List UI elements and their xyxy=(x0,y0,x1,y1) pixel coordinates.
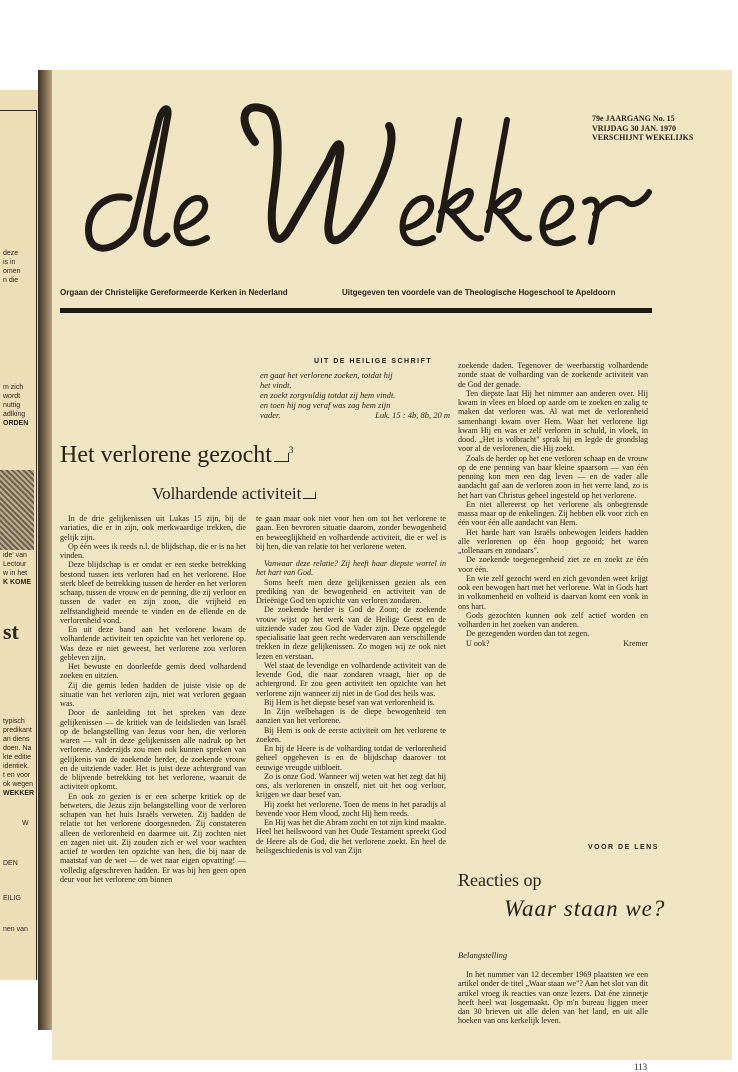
paragraph: Bij Hem is het diepste besef van wat verlorenheid is. xyxy=(264,697,435,707)
issue-volume: 79e JAARGANG No. 15 xyxy=(592,114,675,123)
paragraph: In het nummer van 12 december 1969 plaatsten we een artikel onder de titel „Waar staan we"? Aan het slot van dit artikel vroeg ik reacties van onze lezers. Dat éne zinnetje heeft heel wat losgemaakt. Op m'n bureau liggen meer dan 30 brieven uit alle delen van het land, en uit alle hoeken van ons kerkelijk leven. xyxy=(458,970,648,1026)
scripture-reference: Luk. 15 : 4b, 8b, 20 m xyxy=(375,410,450,420)
left-page-fragment: t en voor xyxy=(3,772,31,779)
left-page-photo xyxy=(0,470,34,550)
signature-author: Kremer xyxy=(623,638,648,648)
left-page-fragment: nen van xyxy=(3,926,28,933)
article-subtitle xyxy=(152,484,316,504)
reacties-body xyxy=(458,970,648,1026)
left-page-fragment: ORDEN xyxy=(3,420,29,427)
left-page-fragment: w in het xyxy=(3,570,28,577)
left-page-fragment: WEKKER xyxy=(3,790,35,797)
title-ornament-icon xyxy=(274,453,289,462)
masthead-rule xyxy=(60,308,652,313)
issue-date: VRIJDAG 30 JAN. 1970 xyxy=(592,123,676,133)
scripture-line: vader. xyxy=(260,410,281,420)
scripture-quote xyxy=(260,370,450,420)
scripture-line: en zoekt zorgvuldig totdat zij hem vindt. xyxy=(260,390,396,400)
subtitle-ornament-icon xyxy=(303,492,316,499)
reacties-section-label: Belangstelling xyxy=(458,950,508,960)
reacties-kicker: VOOR DE LENS xyxy=(588,844,659,851)
article-title-mark: 3 xyxy=(288,445,294,455)
masthead-subtitle-left: Orgaan der Christelijke Gereformeerde Kerken in Nederland xyxy=(60,288,288,297)
left-page-edge xyxy=(0,90,40,980)
issue-frequency: VERSCHIJNT WEKELIJKS xyxy=(592,133,694,142)
newspaper-page xyxy=(52,70,732,1072)
paragraph: En uit deze band aan het verlorene kwam de volhardende activiteit ten opzichte van het verlorene op. Was deze er niet geweest, het verlorene zou verloren gebleven zijn. xyxy=(60,625,246,662)
paragraph: Zoals de herder op het ene verloren schaap en de vrouw op de ene penning van haar kleine spaarsom — van één penning kon men een dag leven — en de vader alle aandacht gaf aan de verloren zoon in het verre land, zo is het hart van Christus geheel ingesteld op het verlorene. xyxy=(458,453,648,500)
left-page-fragment: st xyxy=(3,619,19,644)
left-page-fragment: is in xyxy=(3,259,16,266)
paragraph: Het harde hart van Israëls onbewogen leiders hadden alle verlorenen op één hoop gegooid; het waren „tollenaars en zondaars". xyxy=(458,527,648,555)
paragraph: En bij de Heere is de volharding totdat de verlorenheid geheel opgeheven is en de blijdschap daarover tot eeuwige vreugde uitbloeit. xyxy=(256,744,446,772)
article-title-text: Het verlorene gezocht xyxy=(60,442,272,468)
scripture-line: het vindt. xyxy=(260,380,292,390)
scripture-kicker: UIT DE HEILIGE SCHRIFT xyxy=(314,358,433,365)
left-page-fragment: predikant xyxy=(3,727,32,734)
paragraph: In de drie gelijkenissen uit Lukas 15 zijn, bij de variaties, die er in zijn, ook merkwaardige trekken, die gelijk zijn. xyxy=(60,514,246,542)
paragraph: Bij Hem is ook de eerste activiteit om het verlorene te zoeken. xyxy=(256,725,446,744)
masthead-logo xyxy=(67,80,677,260)
article-subtitle-text: Volhardende activiteit xyxy=(152,484,302,503)
page-number: 113 xyxy=(634,1062,648,1072)
article-title xyxy=(60,442,293,469)
left-page-fragment: nuttig xyxy=(3,402,21,409)
left-page-fragment: adlking xyxy=(3,411,26,418)
paragraph: Zij die gemis leden hadden de juiste visie op de situatie van het verloren zijn, niet wat verloren gegaan was. xyxy=(60,680,246,708)
left-page-fragment: ide' van xyxy=(3,552,27,559)
reacties-title-italic: Waar staan we? xyxy=(504,896,666,921)
scripture-line: en toen hij nog veraf was zag hem zijn xyxy=(260,400,391,410)
paragraph: Op één wees ik reeds n.l. de blijdschap, die er is na het vinden. xyxy=(60,541,246,560)
left-page-fragment: identiek. xyxy=(3,763,30,770)
left-page-fragment: omen xyxy=(3,268,21,275)
paragraph: Het bewuste en doorleefde gemis deed volhardend zoeken en uitzien. xyxy=(60,662,246,681)
left-page-fragment: DEN xyxy=(3,860,18,867)
paragraph: Ten diepste laat Hij het nimmer aan anderen over. Hij kwam in vlees en bloed op aarde om te zoeken en zalig te maken dat verloren was. Al wat met de verlorenheid samenhangt kwam over Hem. Waar het verlorene ligt kwam Hij en was er zelf verloren in schuld, in vloek, in dood. „Het is volbracht" sprak hij en legde de grondslag voor al de verlorenen, die Hij zoekt. xyxy=(458,388,648,454)
paragraph: Gods gezochten kunnen ook zelf actief worden en volharden in het zoeken van anderen. xyxy=(458,610,648,629)
reacties-title: Reacties op xyxy=(458,870,542,890)
paragraph: De zoekende toegenegenheid ziet ze en zoekt ze één voor één. xyxy=(458,555,648,574)
paragraph: Hij zoekt het verlorene. Toen de mens in het paradijs al bevende voor Hem vlood, zocht Hij hem reeds. xyxy=(256,799,446,818)
signature-question: U ook? xyxy=(466,638,490,648)
scripture-line: en gaat het verlorene zoeken, totdat hij xyxy=(260,370,393,380)
paragraph: Deze blijdschap is er omdat er een sterke betrekking bestond tussen iets verloren had en het verlorene. Hoe sterk bleef de betrekking tussen de herder en het verloren schaap, tussen de vrouw en de penning, die zij verloor en tussen de vader en zijn zoon, die vrijheid en zelfstandigheid meende te vinden en de ellende en de verlorenheid vond. xyxy=(60,560,246,625)
paragraph: te gaan maar ook niet voor hen om tot het verlorene te gaan. Een bevroren situatie daarom, zonder bewogenheid en beweeglijkheid en volhardende activiteit, die er wel is bij hen, die van relatie tot het verlorene weten. xyxy=(256,514,446,551)
left-page-fragment: deze xyxy=(3,250,19,257)
left-page-fragment: typisch xyxy=(3,718,25,725)
left-page-fragment: an diens xyxy=(3,736,30,743)
left-page-fragment: n die xyxy=(3,277,19,284)
paragraph: Soms heeft men deze gelijkenissen gezien als een prediking van de bewogenheid en activiteit van de Drieënige God ten opzichte van verloren zondaren. xyxy=(256,577,446,605)
paragraph: zoekende daden. Tegenover de weerbarstig volhardende zonde staat de volharding van de zoekende activiteit van de God der genade. xyxy=(458,361,648,389)
newspaper-spread xyxy=(0,30,738,1072)
paragraph: En niet allereerst op het verlorene als onbegrensde massa maar op de enkelingen. Zij hebben elk voor zich en één voor één alle aandacht van Hem. xyxy=(458,499,648,528)
article-signature xyxy=(458,639,648,648)
left-page-fragment: ok wegen xyxy=(3,781,33,788)
article-column-2 xyxy=(256,514,446,855)
paragraph: In Zijn welbehagen is de diepe bewogenheid ten aanzien van het verlorene. xyxy=(256,707,446,726)
paragraph: Vanwaar deze relatie? Zij heeft haar diepste wortel in het hart van God. xyxy=(256,559,446,578)
article-column-3 xyxy=(458,361,648,648)
paragraph: De gezegenden worden dan tot zegen. xyxy=(466,629,590,639)
paragraph: Door de aanleiding tot het spreken van deze gelijkenissen — de kritiek van de leidslieden van Israël op de belangstelling van Jezus voor hen, die verloren waren — valt in deze gelijkenissen alle nadruk op het verlorene. Anderzijds zou men ook kunnen spreken van gelijkenis van de zoekende herder, de zoekende vrouw en de uitziende vader. Het is juist deze achtergrond van de blijvende betrekking tot het verlorene, waaruit de activiteit opkomt. xyxy=(60,708,246,792)
issue-info xyxy=(592,114,693,143)
paragraph: De zoekende herder is God de Zoon; de zoekende vrouw wijst op het werk van de Heilige Geest en de uitziende vader zou God de Vader zijn. Deze opgelegde specialisatie laat geen recht wedervaren aan verschillende trekken in deze gelijkenissen. Zo mogen wij ze ook niet lezen en verstaan. xyxy=(256,605,446,661)
paragraph: Wel staat de levendige en volhardende activiteit van de levende God, die naar zondaren vraagt, hier op de achtergrond. Er zou geen activiteit ten opzichte van het verlorene zijn wanneer zij niet in de God des heils was. xyxy=(256,660,446,698)
article-column-1 xyxy=(60,514,246,884)
left-page-fragment: Lectour xyxy=(3,561,27,568)
paragraph: En wie zelf gezocht werd en zich gevonden weet krijgt ook een bewogen hart met het verlorene. Wat in Gods hart in volkomenheid en volheid is daarvan komt een vonk in ons hart. xyxy=(458,573,648,611)
left-page-fragment: m zich xyxy=(3,384,24,391)
masthead-subtitle-right: Uitgegeven ten voordele van de Theologische Hogeschool te Apeldoorn xyxy=(342,288,616,297)
left-page-fragment: doen. Na xyxy=(3,745,32,752)
left-page-fragment: EILIG xyxy=(3,895,21,902)
left-page-fragment: K KOME xyxy=(3,579,31,586)
left-page-fragment: W xyxy=(22,820,29,827)
paragraph: En Hij was het die Abram zocht en tot zijn kind maakte. Heel het heilswoord van het Oude Testament spreekt God de Heere als de God, die het verlorene zoekt. En heel de heilsgeschiedenis is vol van Zijn xyxy=(256,818,446,855)
left-page-fragment: wordt xyxy=(3,393,21,400)
left-page-fragment: kte editie xyxy=(3,754,32,761)
paragraph: En ook zo gezien is er een scherpe kritiek op de betweters, die Jezus zijn belangstelling voor de verloren schapen van het huis Israëls verweten. Zij hadden de relatie tot het verlorene doorgesneden. Zij constateren alleen de verlorenheid en daarmee uit. Zij zochten niet en zagen niet uit. Zij zouden zich er wel voor wachten actief te worden ten opzichte van hen, die bij naar de maatstaf van de wet — de wet naar eigen opvatting! — volledig afgeschreven hadden. Er was bij hen geen open deur voor het verlorene om binnen xyxy=(60,791,246,884)
paragraph: Zo is onze God. Wanneer wij weten wat het zegt dat hij ons, als verlorenen in onszelf, niet uit het oog verloor, krijgen we daar besef van. xyxy=(256,771,446,800)
